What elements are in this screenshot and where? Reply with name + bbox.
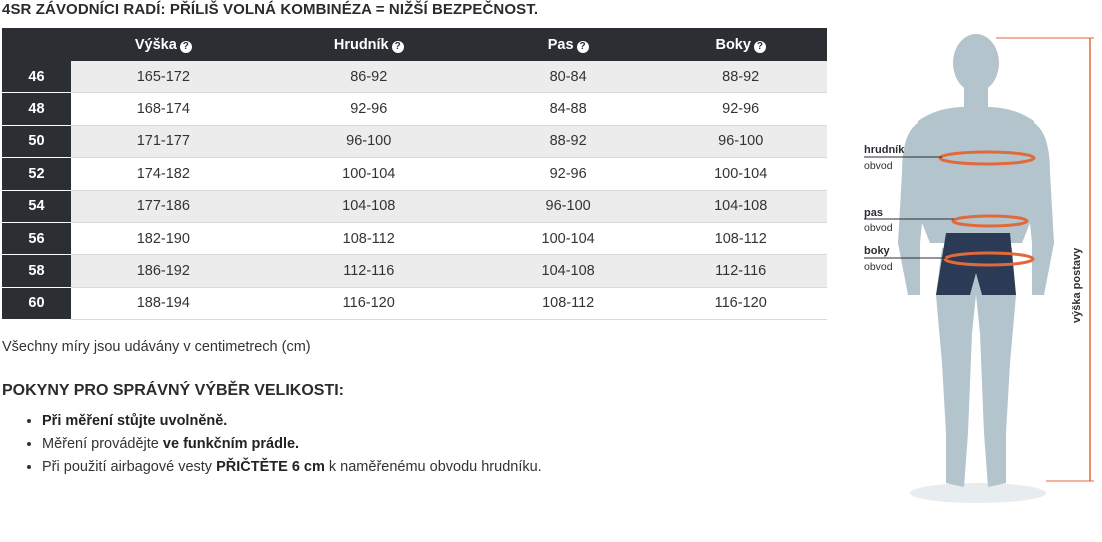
question-circle-icon[interactable]: ? — [180, 41, 192, 53]
boky-cell: 100-104 — [654, 158, 827, 190]
table-row — [2, 93, 827, 125]
vyska-cell: 171-177 — [71, 125, 256, 157]
vyska-cell: 188-194 — [71, 287, 256, 319]
hrudnik-cell: 112-116 — [256, 255, 482, 287]
units-note: Všechny míry jsou udávány v centimetrech (cm) — [2, 339, 311, 355]
pas-cell: 80-84 — [482, 61, 655, 93]
vyska-cell: 186-192 — [71, 255, 256, 287]
chest-sub-label: obvod — [864, 160, 893, 172]
list-item: • Při měření stůjte uvolněně. — [42, 411, 542, 434]
vyska-cell: 168-174 — [71, 93, 256, 125]
vyska-cell: 177-186 — [71, 190, 256, 222]
vyska-cell: 182-190 — [71, 222, 256, 254]
instructions-list — [24, 411, 542, 480]
size-cell: 52 — [2, 158, 71, 190]
table-row — [2, 287, 827, 319]
hrudnik-cell: 92-96 — [256, 93, 482, 125]
table-row — [2, 125, 827, 157]
size-cell: 46 — [2, 61, 71, 93]
size-cell: 56 — [2, 222, 71, 254]
header-pas: Pas ? — [482, 28, 655, 61]
header-boky: Boky ? — [654, 28, 827, 61]
header-vyska: Výška ? — [71, 28, 256, 61]
question-circle-icon[interactable]: ? — [392, 41, 404, 53]
pas-cell: 100-104 — [482, 222, 655, 254]
hrudnik-cell: 100-104 — [256, 158, 482, 190]
boky-cell: 104-108 — [654, 190, 827, 222]
table-row — [2, 61, 827, 93]
pas-cell: 108-112 — [482, 287, 655, 319]
height-label: výška postavy — [1071, 247, 1083, 323]
pas-cell: 96-100 — [482, 190, 655, 222]
table-row — [2, 255, 827, 287]
table-row — [2, 158, 827, 190]
chest-label: hrudník — [864, 144, 905, 156]
boky-cell: 88-92 — [654, 61, 827, 93]
table-row — [2, 190, 827, 222]
table-header-row — [2, 28, 827, 61]
question-circle-icon[interactable]: ? — [577, 41, 589, 53]
size-cell: 58 — [2, 255, 71, 287]
instructions-title: POKYNY PRO SPRÁVNÝ VÝBĚR VELIKOSTI: — [2, 382, 344, 399]
body-measurement-figure — [858, 33, 1098, 513]
ground-shadow — [910, 483, 1046, 503]
hrudnik-cell: 86-92 — [256, 61, 482, 93]
size-cell: 60 — [2, 287, 71, 319]
pas-cell: 84-88 — [482, 93, 655, 125]
size-cell: 50 — [2, 125, 71, 157]
vyska-cell: 174-182 — [71, 158, 256, 190]
boky-cell: 92-96 — [654, 93, 827, 125]
hrudnik-cell: 96-100 — [256, 125, 482, 157]
hips-label: boky — [864, 245, 890, 257]
boky-cell: 116-120 — [654, 287, 827, 319]
vyska-cell: 165-172 — [71, 61, 256, 93]
header-hrudnik: Hrudník ? — [256, 28, 482, 61]
list-item: • Měření provádějte ve funkčním prádle. — [42, 434, 542, 457]
size-cell: 54 — [2, 190, 71, 222]
boky-cell: 108-112 — [654, 222, 827, 254]
boky-cell: 96-100 — [654, 125, 827, 157]
list-item: • Při použití airbagové vesty PŘIČTĚTE 6 cm k naměřenému obvodu hrudníku. — [42, 457, 542, 480]
hips-sub-label: obvod — [864, 261, 893, 273]
hrudnik-cell: 104-108 — [256, 190, 482, 222]
pas-cell: 88-92 — [482, 125, 655, 157]
table-row — [2, 222, 827, 254]
waist-sub-label: obvod — [864, 222, 893, 234]
pas-cell: 92-96 — [482, 158, 655, 190]
hrudnik-cell: 108-112 — [256, 222, 482, 254]
size-column-header — [2, 28, 71, 61]
size-table — [2, 28, 827, 320]
question-circle-icon[interactable]: ? — [754, 41, 766, 53]
size-cell: 48 — [2, 93, 71, 125]
hrudnik-cell: 116-120 — [256, 287, 482, 319]
pas-cell: 104-108 — [482, 255, 655, 287]
page-title: 4SR ZÁVODNÍCI RADÍ: PŘÍLIŠ VOLNÁ KOMBINÉZA = NIŽŠÍ BEZPEČNOST. — [2, 1, 539, 18]
boky-cell: 112-116 — [654, 255, 827, 287]
waist-label: pas — [864, 207, 883, 219]
